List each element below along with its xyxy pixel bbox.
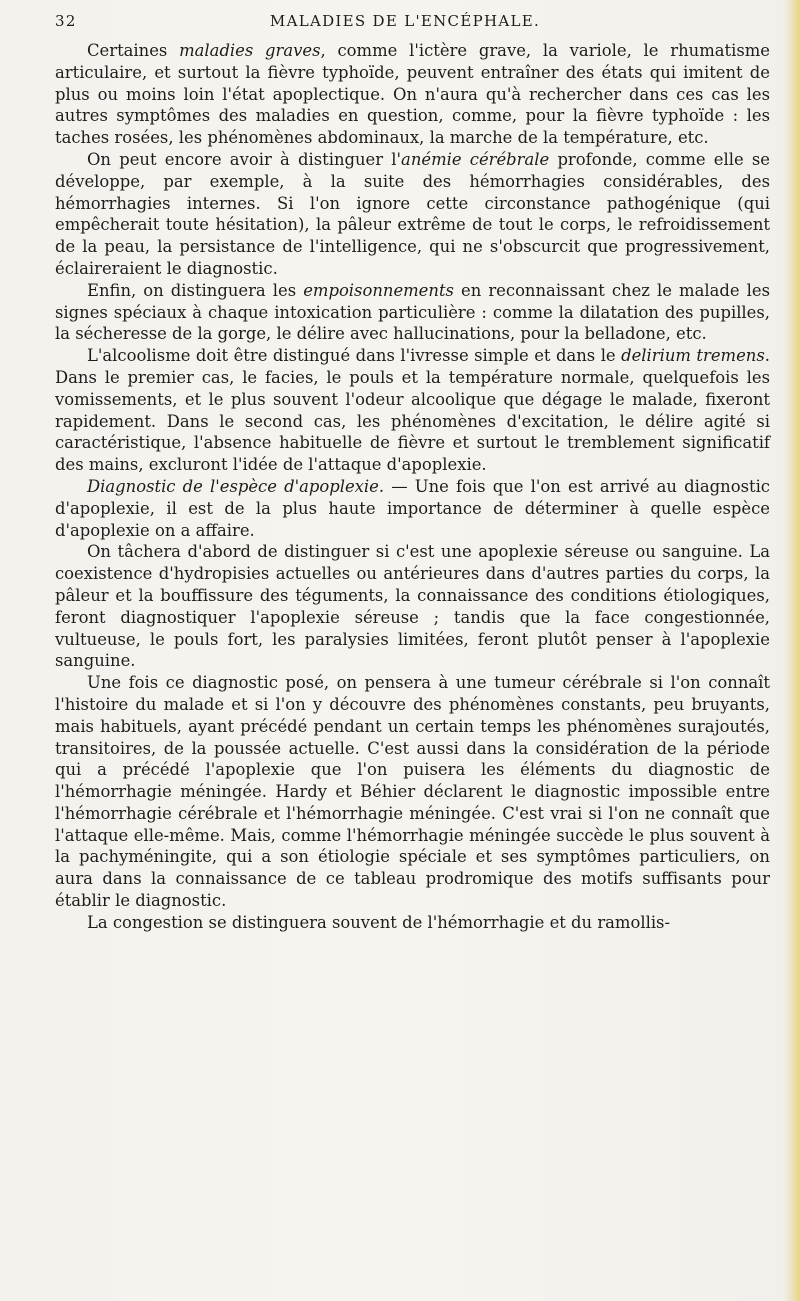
text-run: L'alcoolisme doit être distingué dans l'ivresse simple et dans le <box>87 346 622 366</box>
paragraph <box>55 672 770 912</box>
running-title: MALADIES DE L'ENCÉPHALE. <box>269 12 541 30</box>
text-run: , comme l'ictère grave, la variole, le rhumatisme articulaire, et surtout la fièvre typhoïde, peuvent entraîner des états qui imitent de plus ou moins loin l'état apoplectique. On n'aura qu'à rechercher dans ces cas les autres symptômes des maladies en question, comme, pour la fièvre typhoïde : les taches rosées, les phénomènes abdominaux, la marche de la température, etc. <box>55 41 770 148</box>
paragraph <box>55 149 770 280</box>
page-edge-shadow <box>782 0 800 1301</box>
paragraph <box>55 476 770 541</box>
text-run: . Dans le premier cas, le facies, le pouls et la température normale, quelquefois les vomissements, et le plus souvent l'odeur alcoolique que dégage le malade, fixeront rapidement. Dans le second cas, les phénomènes d'excitation, le délire agité si caractéristique, l'absence habituelle de fièvre et surtout le tremblement significatif des mains, excluront l'idée de l'attaque d'apoplexie. <box>55 346 770 475</box>
running-header <box>55 12 755 36</box>
text-run: Certaines <box>87 41 180 60</box>
text-run: en reconnaissant chez le malade les signes spéciaux à chaque intoxication particulière : comme la dilatation des pupilles, la sécheresse de la gorge, le délire avec hallucinations, pour la belladone, etc. <box>55 280 770 344</box>
body-text <box>55 40 770 934</box>
paragraph <box>55 40 770 149</box>
text-run: Une fois ce diagnostic posé, on pensera à une tumeur cérébrale si l'on connaît l'histoire du malade et si l'on y découvre des phénomènes constants, peu bruyants, mais habituels, ayant précédé pendant un certain temps les phénomènes surajoutés, transitoires, de la poussée actuelle. C'est aussi dans la considération de la période qui a précédé l'apoplexie que l'on puisera les éléments du diagnostic de l'hémorrhagie méningée. Hardy et Béhier déclarent le diagnostic impossible entre l'hémorrhagie cérébrale et l'hémorrhagie méningée. C'est vrai si l'on ne connaît que l'attaque elle-même. Mais, comme l'hémorrhagie méningée succède le plus souvent à la pachyméningite, qui a son étiologie spéciale et ses symptômes particuliers, on aura dans la connaissance de ce tableau prodromique des motifs suffisants pour établir le diagnostic. <box>55 673 770 911</box>
text-run: — Une fois que l'on est arrivé au diagnostic d'apoplexie, il est de la plus haute importance de déterminer à quelle espèce d'apoplexie on a affaire. <box>55 476 770 540</box>
italic-text: anémie cérébrale <box>401 149 550 169</box>
text-run: profonde, comme elle se développe, par exemple, à la suite des hémorrhagies considérables, des hémorrhagies internes. Si l'on ignore cette circonstance pathogénique (qui empêcherait toute hésitation), la pâleur extrême de tout le corps, le refroidissement de la peau, la persistance de l'intelligence, qui ne s'obscurcit que progressivement, éclaireraient le diagnostic. <box>55 149 770 278</box>
paragraph <box>55 541 770 672</box>
paragraph <box>55 280 770 345</box>
text-run: Enfin, on distinguera les <box>87 280 304 300</box>
paragraph <box>55 912 770 934</box>
italic-text: Diagnostic de l'espèce d'apoplexie. <box>87 476 385 496</box>
italic-text: empoisonnements <box>303 280 454 300</box>
italic-text: maladies graves <box>179 41 321 60</box>
text-run: On tâchera d'abord de distinguer si c'est une apoplexie séreuse ou sanguine. La coexistence d'hydropisies actuelles ou antérieures dans d'autres parties du corps, la pâleur et la bouffissure des téguments, la connaissance des conditions étiologiques, feront diagnostiquer l'apoplexie séreuse ; tandis que la face congestionnée, vultueuse, le pouls fort, les paralysies limitées, feront plutôt penser à l'apoplexie sanguine. <box>55 542 770 671</box>
italic-text: delirium tremens <box>621 346 765 366</box>
paragraph <box>55 345 770 476</box>
text-run: La congestion se distinguera souvent de l'hémorrhagie et du ramollis- <box>87 912 671 932</box>
page-number: 32 <box>55 12 77 30</box>
text-run: On peut encore avoir à distinguer l' <box>87 149 402 169</box>
